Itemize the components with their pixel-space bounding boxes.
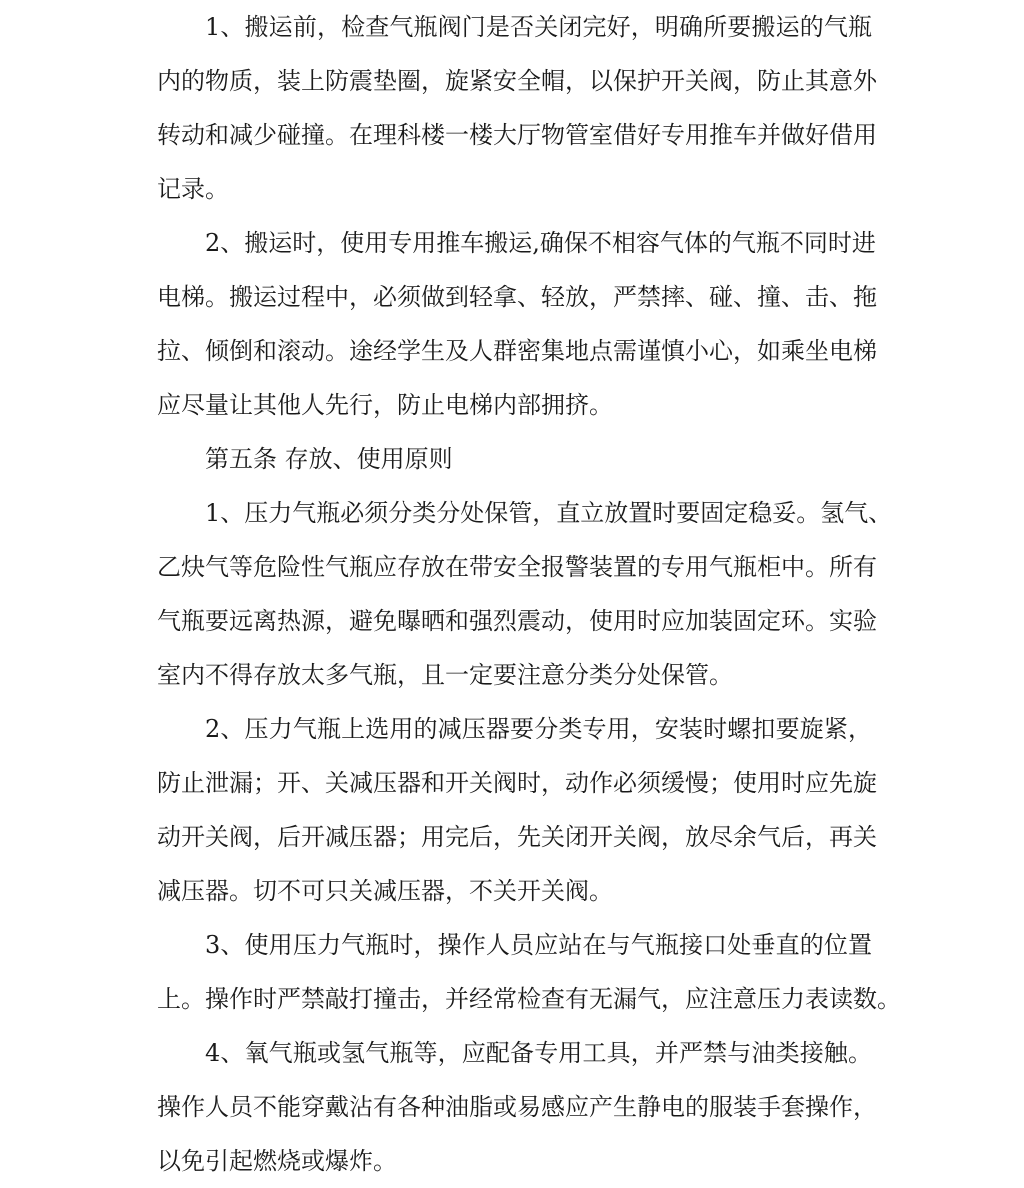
text-line: 记录。 bbox=[157, 175, 229, 203]
text-line: 以免引起燃烧或爆炸。 bbox=[157, 1147, 397, 1175]
text-line: 上。操作时严禁敲打撞击，并经常检查有无漏气，应注意压力表读数。 bbox=[157, 985, 901, 1013]
text-line: 1、压力气瓶必须分类分处保管，直立放置时要固定稳妥。氢气、 bbox=[205, 499, 893, 527]
text-line: 室内不得存放太多气瓶，且一定要注意分类分处保管。 bbox=[157, 661, 733, 689]
text-line: 3、使用压力气瓶时，操作人员应站在与气瓶接口处垂直的位置 bbox=[205, 931, 872, 959]
text-line: 2、搬运时，使用专用推车搬运,确保不相容气体的气瓶不同时进 bbox=[205, 229, 876, 257]
text-line: 内的物质，装上防震垫圈，旋紧安全帽，以保护开关阀，防止其意外 bbox=[157, 67, 877, 95]
text-line: 减压器。切不可只关减压器，不关开关阀。 bbox=[157, 877, 613, 905]
text-line: 乙炔气等危险性气瓶应存放在带安全报警装置的专用气瓶柜中。所有 bbox=[157, 553, 877, 581]
text-line: 应尽量让其他人先行，防止电梯内部拥挤。 bbox=[157, 391, 613, 419]
text-line: 1、搬运前，检查气瓶阀门是否关闭完好，明确所要搬运的气瓶 bbox=[205, 13, 872, 41]
text-line: 气瓶要远离热源，避免曝晒和强烈震动，使用时应加装固定环。实验 bbox=[157, 607, 877, 635]
text-line: 4、氧气瓶或氢气瓶等，应配备专用工具，并严禁与油类接触。 bbox=[205, 1039, 872, 1067]
text-line: 动开关阀，后开减压器；用完后，先关闭开关阀，放尽余气后，再关 bbox=[157, 823, 877, 851]
text-line: 2、压力气瓶上选用的减压器要分类专用，安装时螺扣要旋紧， bbox=[205, 715, 872, 743]
text-line: 电梯。搬运过程中，必须做到轻拿、轻放，严禁摔、碰、撞、击、拖 bbox=[157, 283, 877, 311]
text-line: 拉、倾倒和滚动。途经学生及人群密集地点需谨慎小心，如乘坐电梯 bbox=[157, 337, 877, 365]
text-line: 第五条 存放、使用原则 bbox=[205, 445, 453, 473]
text-line: 转动和减少碰撞。在理科楼一楼大厅物管室借好专用推车并做好借用 bbox=[157, 121, 877, 149]
text-line: 防止泄漏；开、关减压器和开关阀时，动作必须缓慢；使用时应先旋 bbox=[157, 769, 877, 797]
text-line: 操作人员不能穿戴沾有各种油脂或易感应产生静电的服装手套操作， bbox=[157, 1093, 877, 1121]
